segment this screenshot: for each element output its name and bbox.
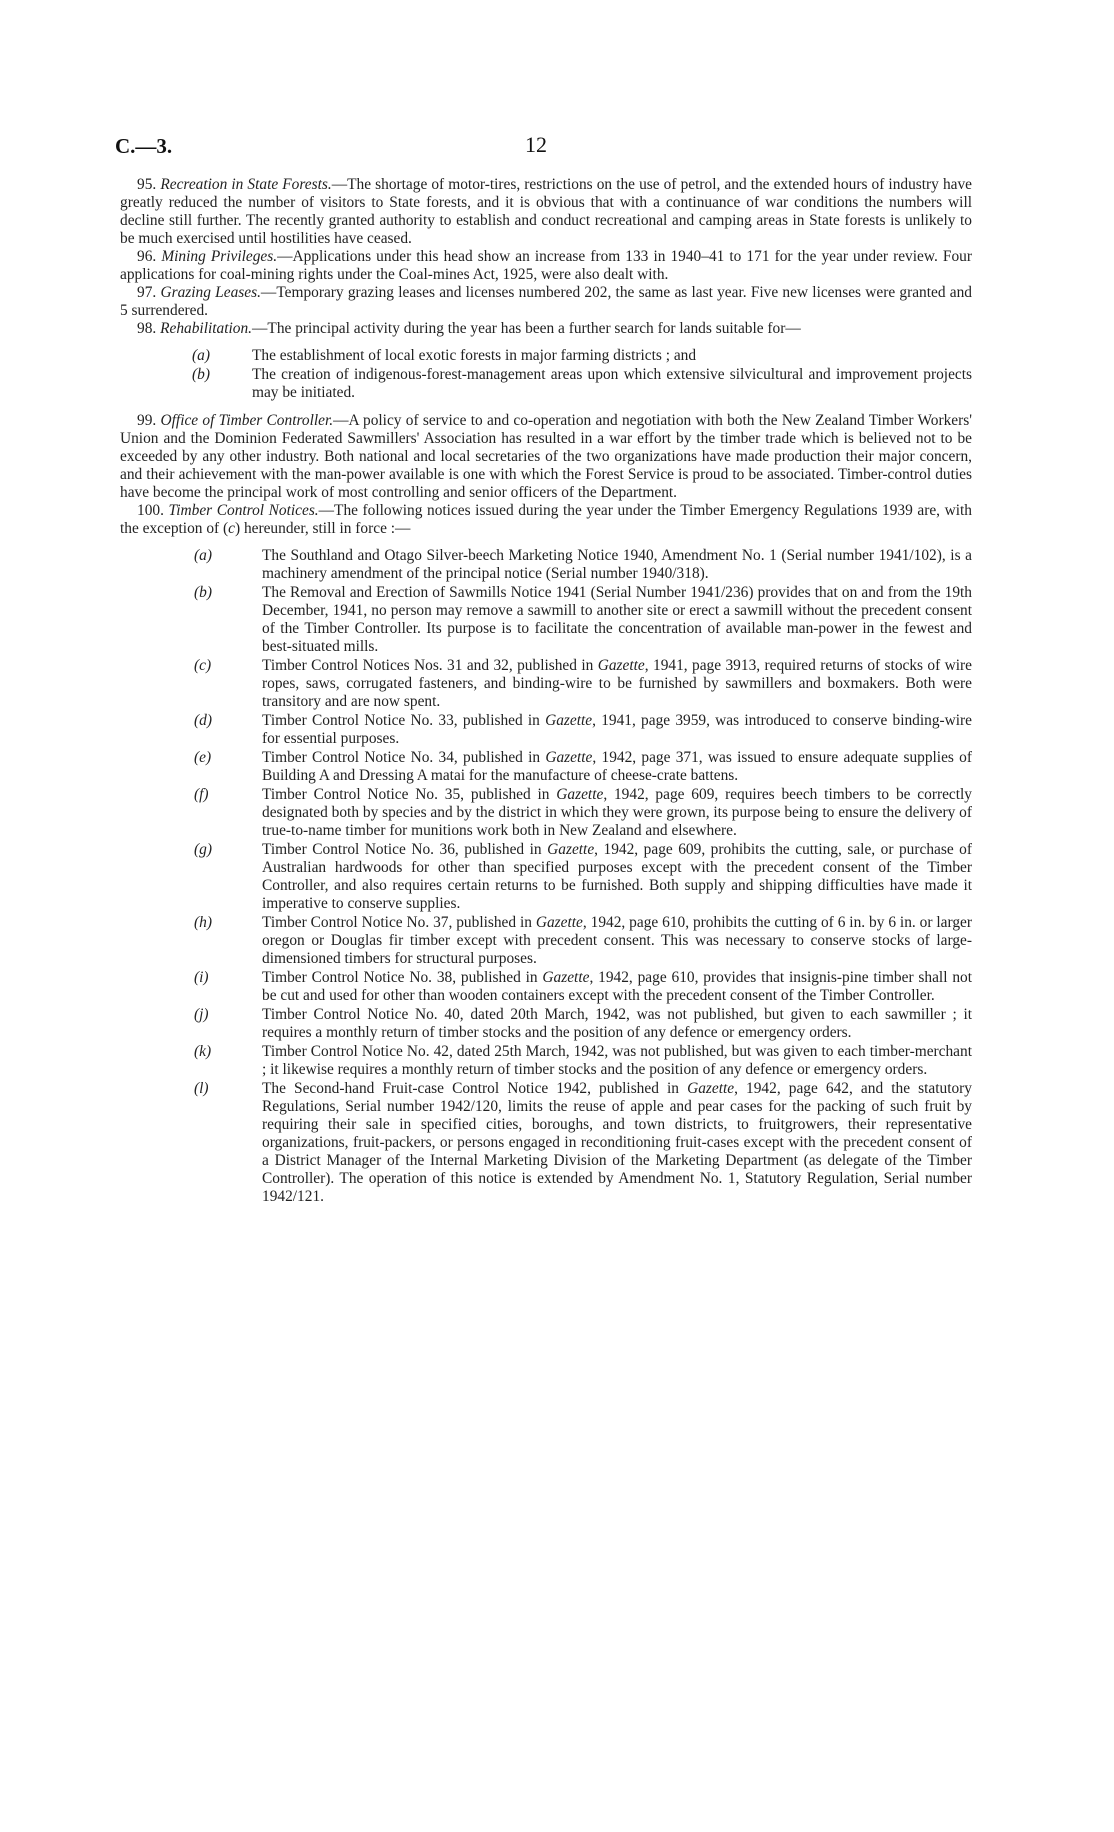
list-98 (120, 347, 972, 402)
list-item-text: The establishment of local exotic forests in major farming districts ; and (252, 347, 697, 364)
paragraph-text: —Applications under this head show an increase from 133 in 1940–41 to 171 for the year under review. Four applications for coal-mining rights under the Coal-mines Act, 1925, were also dealt with. (120, 248, 972, 283)
list-item-text: , 1942, page 609, requires beech timbers to be correctly designated both by species and by the district in which they were grown, its purpose being to ensure the delivery of true-to-name timber for munitions work both in New Zealand and elsewhere. (262, 786, 972, 839)
paragraph-text: —The principal activity during the year has been a further search for lands suitable for— (252, 320, 801, 337)
list-item-text: The Removal and Erection of Sawmills Notice 1941 (Serial Number 1941/236) provides that on and from the 19th December, 1941, no person may remove a sawmill to another site or erect a sawmill without the precedent consent of the Timber Controller. Its purpose is to facilitate the concentration of available man-power in the fewest and best-situated mills. (262, 584, 972, 655)
paragraph-heading: Rehabilitation. (160, 320, 253, 337)
gazette-title: Gazette (535, 914, 583, 931)
list-item-a (120, 547, 972, 583)
list-item-text: Timber Control Notice No. 33, published in (262, 712, 546, 729)
paragraph-99 (120, 412, 972, 502)
paragraph-number: 98. (137, 320, 157, 337)
list-item-text: The creation of indigenous-forest-management areas upon which extensive silvicultural and improvement projects may be initiated. (252, 366, 972, 401)
list-item-text: The Second-hand Fruit-case Control Notice 1942, published in (262, 1080, 688, 1097)
paragraph-100 (120, 502, 972, 538)
list-item-text: Timber Control Notice No. 38, published in (262, 969, 543, 986)
paragraph-96 (120, 248, 972, 284)
list-item-f (120, 786, 972, 840)
list-item-label: (a) (194, 547, 212, 564)
paragraph-text: ) hereunder, still in force :— (234, 520, 411, 537)
list-item (120, 366, 972, 402)
list-item-l (120, 1080, 972, 1206)
list-item-d (120, 712, 972, 748)
list-item-b (120, 584, 972, 656)
paragraph-95 (120, 176, 972, 248)
list-item-text: Timber Control Notice No. 40, dated 20th March, 1942, was not published, but given to each sawmiller ; it requires a monthly return of timber stocks and the position of any defence or emergency orders. (262, 1006, 972, 1041)
list-item-text: , 1942, page 642, and the statutory Regulations, Serial number 1942/120, limits the reuse of apple and pear cases for the packing of such fruit by requiring their sale in specified cities, boroughs, and town districts, to fruitgrowers, their representative organizations, fruit-packers, or persons engaged in reconditioning fruit-cases except with the precedent consent of a District Manager of the Internal Marketing Division of the Marketing Department (as delegate of the Timber Controller). The operation of this notice is extended by Amendment No. 1, Statutory Regulation, Serial number 1942/121. (262, 1080, 972, 1205)
gazette-title: Gazette (545, 749, 593, 766)
list-item-h (120, 914, 972, 968)
list-item-label: (g) (194, 841, 212, 858)
list-item-k (120, 1043, 972, 1079)
list-item-text: Timber Control Notice No. 36, published in (262, 841, 548, 858)
paragraph-text: —The shortage of motor-tires, restrictions on the use of petrol, and the extended hours of industry have greatly reduced the number of visitors to State forests, and it is obvious that with a continuance of war conditions the numbers will decline still further. The recently granted authority to establish and conduct recreational and camping areas in State forests is unlikely to be much exercised until hostilities have ceased. (120, 176, 972, 247)
paragraph-text: —A policy of service to and co-operation and negotiation with both the New Zealand Timber Workers' Union and the Dominion Federated Sawmillers' Association has resulted in a war effort by the timber trade which is believed not to be exceeded by any other industry. Both national and local secretaries of the two organizations have made production their major concern, and their achievement with the man-power available is one with which the Forest Service is proud to be associated. Timber-control duties have become the principal work of most controlling and senior officers of the Department. (120, 412, 972, 501)
paragraph-number: 95. (137, 176, 157, 193)
paragraph-heading: Office of Timber Controller. (160, 412, 334, 429)
gazette-title: Gazette (542, 969, 590, 986)
page-number: 12 (525, 132, 547, 157)
list-item-label: (k) (194, 1043, 212, 1060)
gazette-title: Gazette (545, 712, 593, 729)
paragraph-number: 100. (137, 502, 164, 519)
list-item (120, 347, 972, 365)
list-item-g (120, 841, 972, 913)
list-item-text: Timber Control Notice No. 42, dated 25th March, 1942, was not published, but was given to each timber-merchant ; it likewise requires a monthly return of timber stocks and the position of any defence or emergency orders. (262, 1043, 972, 1078)
paragraph-heading: Timber Control Notices. (168, 502, 319, 519)
list-item-label: (c) (194, 657, 212, 674)
list-item-text: , 1942, page 610, provides that insignis-pine timber shall not be cut and used for other than wooden containers except with the precedent consent of the Timber Controller. (262, 969, 972, 1004)
list-item-e (120, 749, 972, 785)
list-item-label: (f) (194, 786, 209, 803)
list-item-c (120, 657, 972, 711)
list-item-text: Timber Control Notice No. 35, published in (262, 786, 557, 803)
list-item-text: , 1941, page 3959, was introduced to conserve binding-wire for essential purposes. (262, 712, 972, 747)
list-item-label: (d) (194, 712, 212, 729)
list-100 (120, 547, 972, 1206)
list-item-label: (i) (194, 969, 209, 986)
list-item-label: (b) (192, 366, 210, 383)
list-item-label: (l) (194, 1080, 209, 1097)
paragraph-heading: Grazing Leases. (160, 284, 261, 301)
list-item-text: , 1942, page 609, prohibits the cutting, sale, or purchase of Australian hardwoods for other than specified purposes except with the precedent consent of the Timber Controller, and also requires certain returns to be furnished. Both supply and shipping difficulties have made it imperative to conserve supplies. (262, 841, 972, 912)
gazette-title: Gazette (687, 1080, 735, 1097)
paragraph-97 (120, 284, 972, 320)
list-item-label: (h) (194, 914, 212, 931)
list-item-text: Timber Control Notice No. 34, published in (262, 749, 546, 766)
list-item-label: (j) (194, 1006, 209, 1023)
list-item-label: (b) (194, 584, 212, 601)
list-item-text: Timber Control Notice No. 37, published in (262, 914, 536, 931)
gazette-title: Gazette (556, 786, 604, 803)
list-item-text: , 1941, page 3913, required returns of stocks of wire ropes, saws, corrugated fasteners, and binding-wire to be furnished by sawmillers and boxmakers. Both were transitory and are now spent. (262, 657, 972, 710)
gazette-title: Gazette (597, 657, 645, 674)
list-item-label: (e) (194, 749, 212, 766)
list-item-text: , 1942, page 371, was issued to ensure adequate supplies of Building A and Dressing A matai for the manufacture of cheese-crate battens. (262, 749, 972, 784)
paragraph-98 (120, 320, 972, 338)
document-reference: C.—3. (115, 134, 173, 158)
list-item-text: The Southland and Otago Silver-beech Marketing Notice 1940, Amendment No. 1 (Serial number 1941/102), is a machinery amendment of the principal notice (Serial number 1940/318). (262, 547, 972, 582)
paragraph-text: —The following notices issued during the year under the Timber Emergency Regulations 1939 are, with the exception of ( (120, 502, 972, 537)
paragraph-number: 99. (137, 412, 157, 429)
list-item-label: (a) (192, 347, 210, 364)
list-item-j (120, 1006, 972, 1042)
document-body (120, 176, 972, 1216)
paragraph-heading: Recreation in State Forests. (160, 176, 332, 193)
paragraph-text-italic: c (228, 520, 235, 537)
paragraph-heading: Mining Privileges. (161, 248, 278, 265)
list-item-i (120, 969, 972, 1005)
list-item-text: Timber Control Notices Nos. 31 and 32, published in (262, 657, 598, 674)
gazette-title: Gazette (547, 841, 595, 858)
paragraph-number: 97. (137, 284, 157, 301)
list-item-text: , 1942, page 610, prohibits the cutting of 6 in. by 6 in. or larger oregon or Douglas fir timber except with precedent consent. This was necessary to conserve stocks of large-dimensioned timbers for structural purposes. (262, 914, 972, 967)
paragraph-number: 96. (137, 248, 157, 265)
paragraph-text: —Temporary grazing leases and licenses numbered 202, the same as last year. Five new licenses were granted and 5 surrendered. (120, 284, 972, 319)
